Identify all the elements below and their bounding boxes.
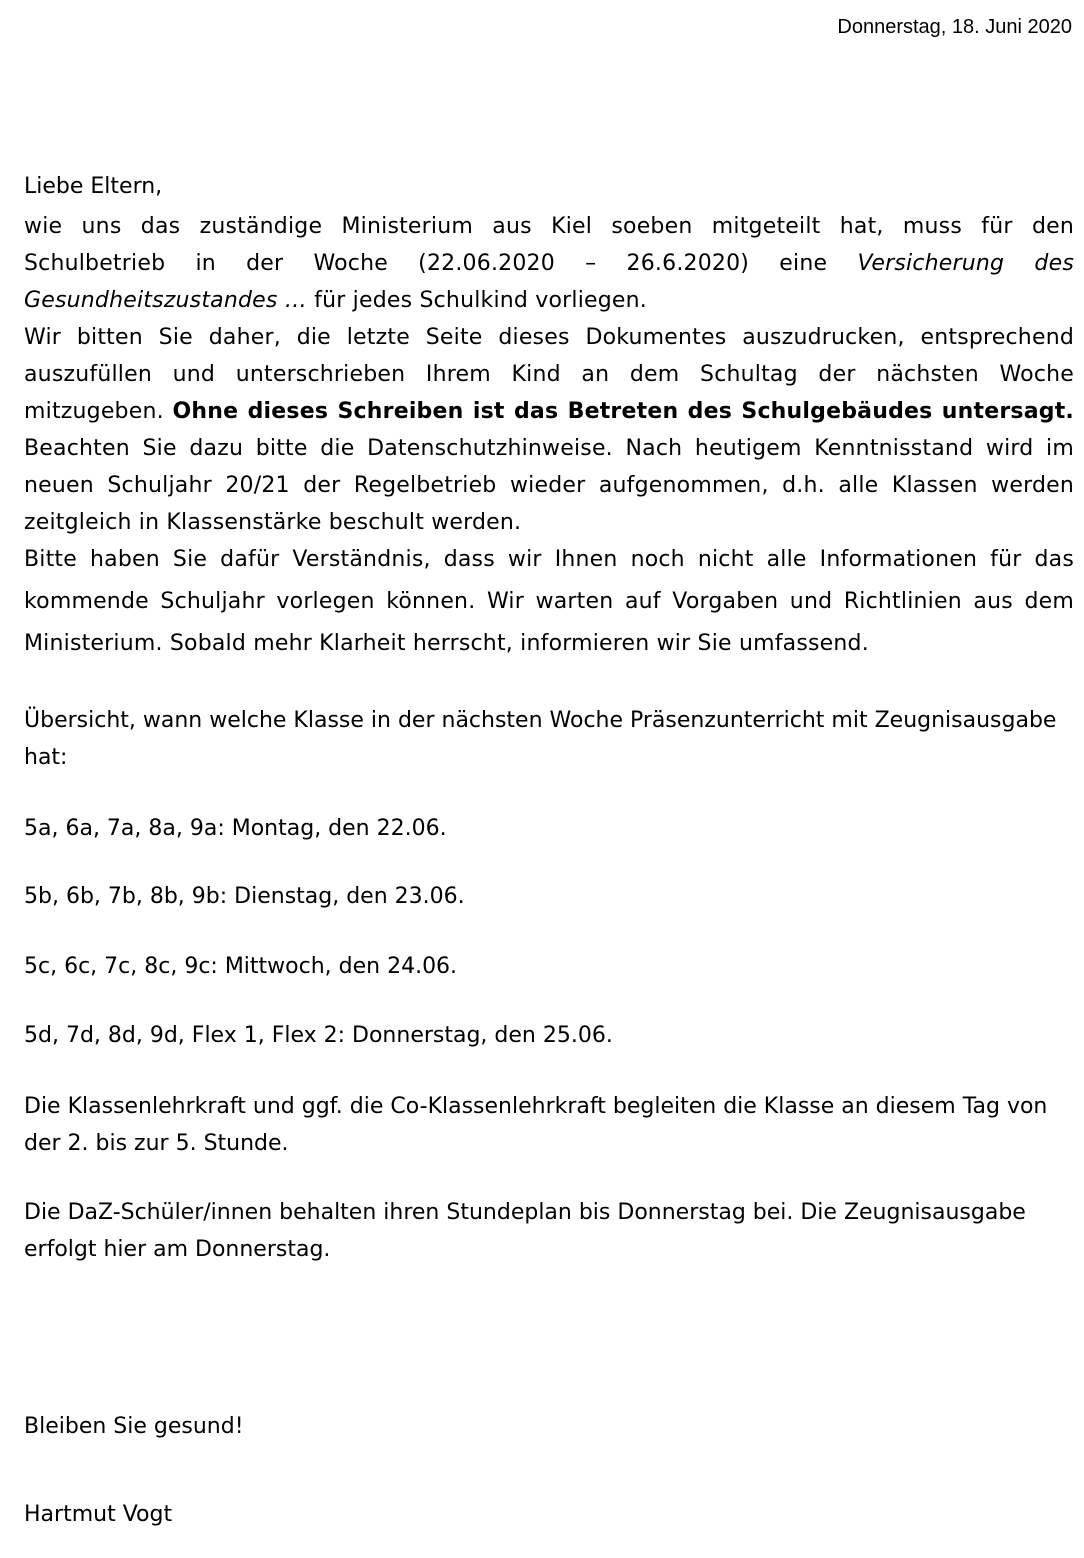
schedule-item: 5b, 6b, 7b, 8b, 9b: Dienstag, den 23.06.	[24, 884, 465, 909]
schedule-item: 5a, 6a, 7a, 8a, 9a: Montag, den 22.06.	[24, 816, 447, 841]
signature: Hartmut Vogt	[24, 1502, 173, 1527]
request-text-end: Beachten Sie dazu bitte die Datenschutzhinweise. Nach heutigem Kenntnisstand wird im neuen Schuljahr 20/21 der Regelbetrieb wieder aufgenommen, d.h. alle Klassen werden zeitgleich in Klassenstärke beschult werden.	[24, 436, 1074, 535]
request-text: Wir bitten Sie daher, die letzte Seite dieses Dokumentes auszudrucken, entsprechend auszufüllen und unterschrieben Ihrem Kind an dem Schultag der nächsten Woche mitzugeben.	[24, 325, 1074, 424]
intro-text-end: für jedes Schulkind vorliegen.	[306, 288, 647, 313]
intro-italic-text: Versicherung des Gesundheitszustandes …	[24, 251, 1074, 313]
request-bold-text: Ohne dieses Schreiben ist das Betreten des Schulgebäudes untersagt.	[172, 399, 1074, 424]
understanding-paragraph: Bitte haben Sie dafür Verständnis, dass wir Ihnen noch nicht alle Informationen für das kommende Schuljahr vorlegen können. Wir warten auf Vorgaben und Richtlinien aus dem Ministerium. Sobald mehr Klarheit herrscht, informieren wir Sie umfassend.	[24, 547, 1074, 656]
closing-line: Bleiben Sie gesund!	[24, 1414, 244, 1439]
daz-note: Die DaZ-Schüler/innen behalten ihren Stundeplan bis Donnerstag bei. Die Zeugnisausgabe erfolgt hier am Donnerstag.	[24, 1200, 1026, 1262]
letter-body	[24, 208, 1074, 665]
schedule-item: 5d, 7d, 8d, 9d, Flex 1, Flex 2: Donnerstag, den 25.06.	[24, 1023, 613, 1048]
salutation: Liebe Eltern,	[24, 174, 163, 199]
schedule-item: 5c, 6c, 7c, 8c, 9c: Mittwoch, den 24.06.	[24, 954, 458, 979]
intro-text: wie uns das zuständige Ministerium aus Kiel soeben mitgeteilt hat, muss für den Schulbetrieb in der Woche (22.06.2020 – 26.6.2020) eine	[24, 214, 1074, 276]
intro-paragraph	[24, 208, 1074, 319]
teacher-note: Die Klassenlehrkraft und ggf. die Co-Klassenlehrkraft begleiten die Klasse an diesem Tag von der 2. bis zur 5. Stunde.	[24, 1094, 1048, 1156]
request-paragraph	[24, 319, 1074, 541]
overview-heading: Übersicht, wann welche Klasse in der nächsten Woche Präsenzunterricht mit Zeugnisausgabe hat:	[24, 708, 1057, 770]
letter-date: Donnerstag, 18. Juni 2020	[837, 16, 1072, 38]
